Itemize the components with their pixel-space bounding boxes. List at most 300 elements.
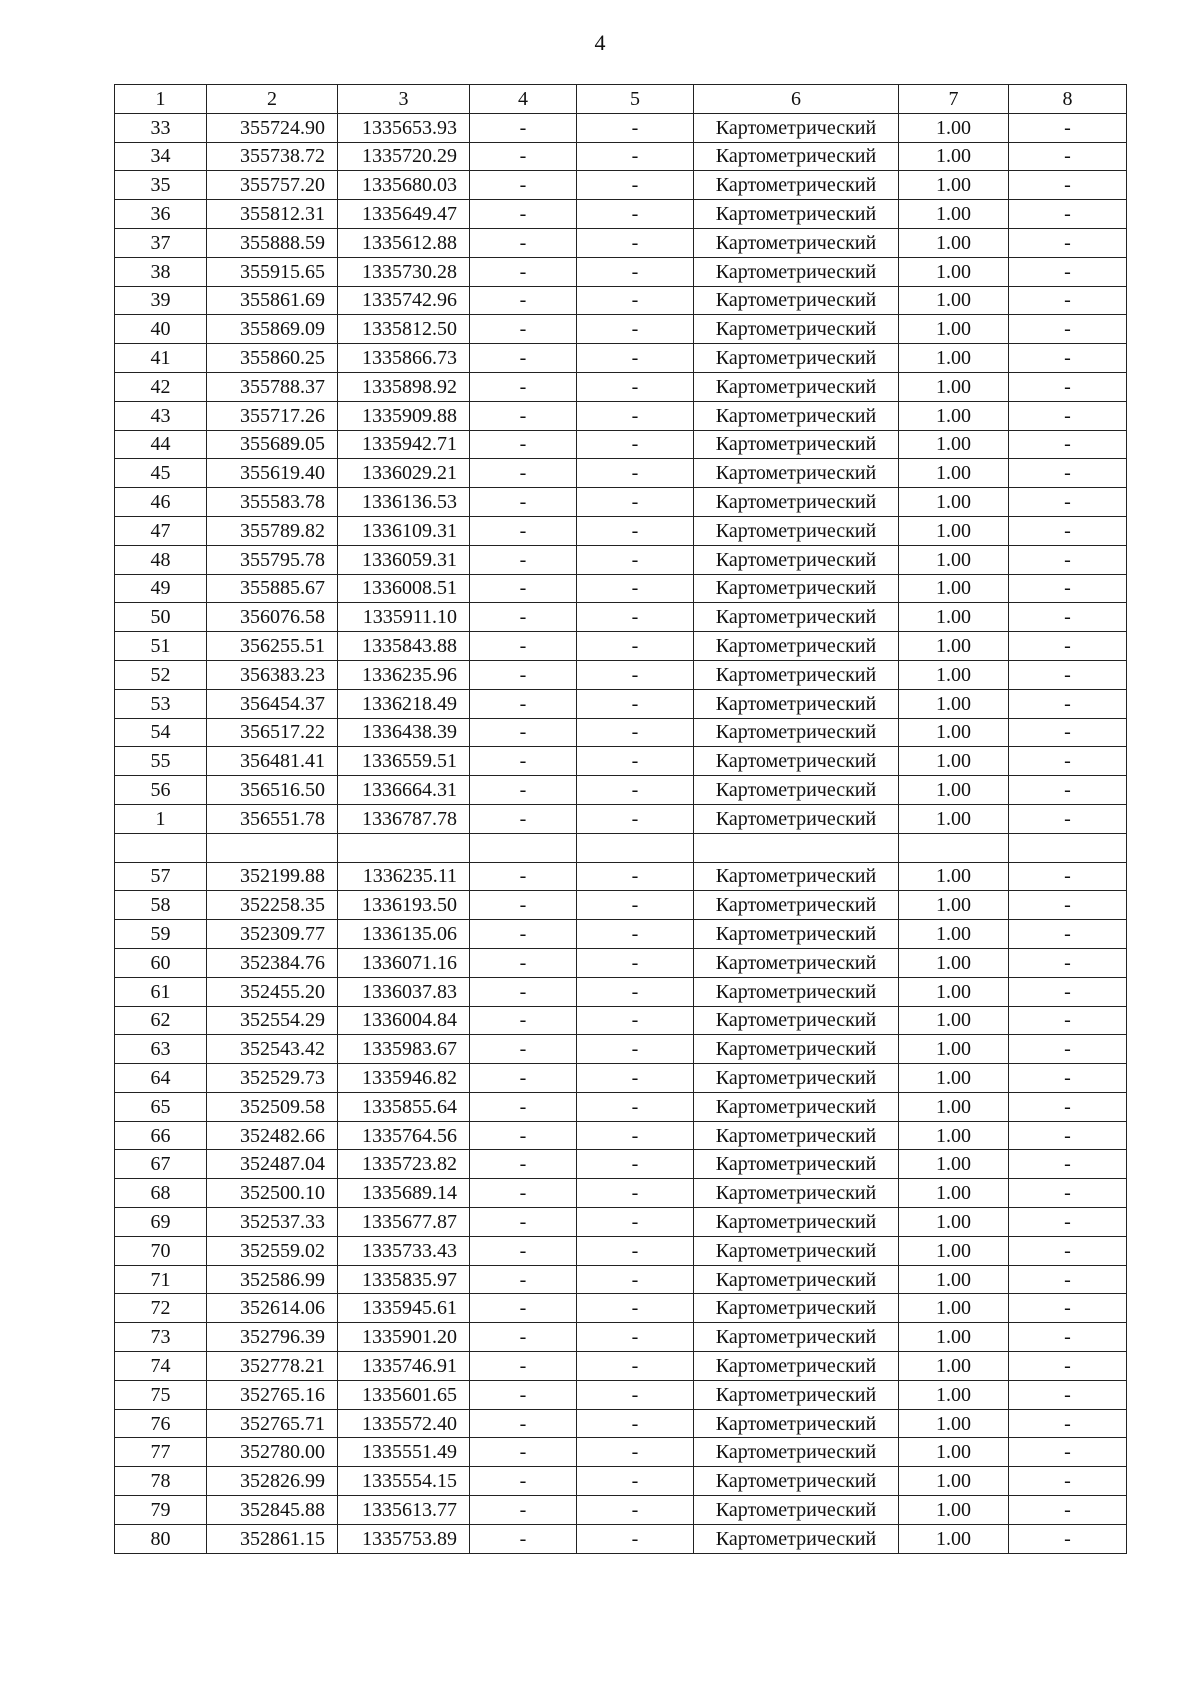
column8-cell: - (1009, 516, 1127, 545)
point-number-cell: 37 (115, 228, 207, 257)
x-coordinate-cell: 355689.05 (207, 430, 338, 459)
column5-cell: - (577, 430, 694, 459)
column5-cell: - (577, 574, 694, 603)
accuracy-cell: 1.00 (899, 488, 1009, 517)
point-number-cell: 47 (115, 516, 207, 545)
method-cell: Картометрический (694, 1121, 899, 1150)
method-cell: Картометрический (694, 344, 899, 373)
column4-cell: - (470, 315, 577, 344)
table-row (115, 920, 1127, 949)
x-coordinate-cell: 352796.39 (207, 1323, 338, 1352)
table-row (115, 1294, 1127, 1323)
point-number-cell: 34 (115, 142, 207, 171)
x-coordinate-cell: 352258.35 (207, 891, 338, 920)
y-coordinate-cell: 1336004.84 (338, 1006, 470, 1035)
column8-cell: - (1009, 1352, 1127, 1381)
point-number-cell: 44 (115, 430, 207, 459)
column8-cell: - (1009, 632, 1127, 661)
x-coordinate-cell: 352559.02 (207, 1236, 338, 1265)
accuracy-cell: 1.00 (899, 747, 1009, 776)
column4-cell: - (470, 804, 577, 833)
x-coordinate-cell: 355915.65 (207, 257, 338, 286)
column4-cell: - (470, 1121, 577, 1150)
column8-cell: - (1009, 689, 1127, 718)
point-number-cell: 50 (115, 603, 207, 632)
column8-cell: - (1009, 372, 1127, 401)
method-cell: Картометрический (694, 257, 899, 286)
column4-cell: - (470, 113, 577, 142)
point-number-cell: 42 (115, 372, 207, 401)
y-coordinate-cell: 1335680.03 (338, 171, 470, 200)
y-coordinate-cell: 1336136.53 (338, 488, 470, 517)
column8-cell: - (1009, 459, 1127, 488)
column5-cell: - (577, 1352, 694, 1381)
method-cell: Картометрический (694, 1496, 899, 1525)
x-coordinate-cell: 352482.66 (207, 1121, 338, 1150)
point-number-cell: 65 (115, 1092, 207, 1121)
x-coordinate-cell: 352861.15 (207, 1524, 338, 1553)
accuracy-cell: 1.00 (899, 430, 1009, 459)
column8-cell: - (1009, 718, 1127, 747)
column8-cell: - (1009, 1035, 1127, 1064)
column5-cell: - (577, 1294, 694, 1323)
point-number-cell: 79 (115, 1496, 207, 1525)
point-number-cell: 80 (115, 1524, 207, 1553)
point-number-cell: 63 (115, 1035, 207, 1064)
accuracy-cell: 1.00 (899, 1121, 1009, 1150)
method-cell: Картометрический (694, 1352, 899, 1381)
table-row (115, 1064, 1127, 1093)
accuracy-cell: 1.00 (899, 1265, 1009, 1294)
y-coordinate-cell: 1335901.20 (338, 1323, 470, 1352)
table-row (115, 401, 1127, 430)
point-number-cell: 45 (115, 459, 207, 488)
x-coordinate-cell: 356076.58 (207, 603, 338, 632)
column8-cell: - (1009, 747, 1127, 776)
x-coordinate-cell: 356255.51 (207, 632, 338, 661)
column5-cell: - (577, 1092, 694, 1121)
accuracy-cell: 1.00 (899, 632, 1009, 661)
column-header: 3 (338, 85, 470, 114)
table-row (115, 1236, 1127, 1265)
accuracy-cell: 1.00 (899, 142, 1009, 171)
method-cell: Картометрический (694, 1035, 899, 1064)
y-coordinate-cell: 1335613.77 (338, 1496, 470, 1525)
column4-cell: - (470, 660, 577, 689)
y-coordinate-cell: 1335733.43 (338, 1236, 470, 1265)
column8-cell: - (1009, 257, 1127, 286)
column8-cell: - (1009, 1524, 1127, 1553)
accuracy-cell: 1.00 (899, 718, 1009, 747)
x-coordinate-cell: 356516.50 (207, 776, 338, 805)
table-row (115, 1467, 1127, 1496)
x-coordinate-cell: 352384.76 (207, 948, 338, 977)
point-number-cell: 55 (115, 747, 207, 776)
x-coordinate-cell: 352780.00 (207, 1438, 338, 1467)
y-coordinate-cell: 1336559.51 (338, 747, 470, 776)
column8-cell: - (1009, 862, 1127, 891)
column4-cell: - (470, 1064, 577, 1093)
y-coordinate-cell: 1335843.88 (338, 632, 470, 661)
y-coordinate-cell: 1335601.65 (338, 1380, 470, 1409)
table-row (115, 747, 1127, 776)
column4-cell: - (470, 142, 577, 171)
column5-cell: - (577, 1064, 694, 1093)
x-coordinate-cell: 355812.31 (207, 200, 338, 229)
x-coordinate-cell: 352586.99 (207, 1265, 338, 1294)
table-row (115, 1006, 1127, 1035)
method-cell: Картометрический (694, 891, 899, 920)
column4-cell: - (470, 1179, 577, 1208)
column4-cell: - (470, 372, 577, 401)
column8-cell: - (1009, 315, 1127, 344)
table-row (115, 1496, 1127, 1525)
column8-cell: - (1009, 286, 1127, 315)
x-coordinate-cell: 355869.09 (207, 315, 338, 344)
column4-cell: - (470, 1496, 577, 1525)
x-coordinate-cell: 352554.29 (207, 1006, 338, 1035)
method-cell: Картометрический (694, 1409, 899, 1438)
table-row (115, 891, 1127, 920)
column4-cell: - (470, 747, 577, 776)
x-coordinate-cell: 352826.99 (207, 1467, 338, 1496)
accuracy-cell: 1.00 (899, 401, 1009, 430)
accuracy-cell: 1.00 (899, 286, 1009, 315)
y-coordinate-cell: 1336235.11 (338, 862, 470, 891)
accuracy-cell: 1.00 (899, 1150, 1009, 1179)
accuracy-cell: 1.00 (899, 516, 1009, 545)
accuracy-cell: 1.00 (899, 171, 1009, 200)
column5-cell: - (577, 603, 694, 632)
table-row (115, 660, 1127, 689)
point-number-cell: 62 (115, 1006, 207, 1035)
point-number-cell: 33 (115, 113, 207, 142)
table-row (115, 1092, 1127, 1121)
table-row (115, 718, 1127, 747)
table-row (115, 200, 1127, 229)
column4-cell: - (470, 200, 577, 229)
accuracy-cell: 1.00 (899, 660, 1009, 689)
method-cell: Картометрический (694, 977, 899, 1006)
method-cell: Картометрический (694, 804, 899, 833)
column5-cell: - (577, 632, 694, 661)
column8-cell: - (1009, 1265, 1127, 1294)
point-number-cell: 56 (115, 776, 207, 805)
column8-cell: - (1009, 430, 1127, 459)
column8-cell: - (1009, 1438, 1127, 1467)
column5-cell: - (577, 200, 694, 229)
column5-cell: - (577, 1323, 694, 1352)
column4-cell: - (470, 516, 577, 545)
table-body (115, 113, 1127, 1553)
y-coordinate-cell: 1335855.64 (338, 1092, 470, 1121)
method-cell: Картометрический (694, 603, 899, 632)
method-cell: Картометрический (694, 660, 899, 689)
column4-cell: - (470, 1150, 577, 1179)
column8-cell: - (1009, 1150, 1127, 1179)
method-cell: Картометрический (694, 113, 899, 142)
accuracy-cell: 1.00 (899, 1467, 1009, 1496)
column5-cell: - (577, 344, 694, 373)
method-cell: Картометрический (694, 1064, 899, 1093)
column4-cell: - (470, 1409, 577, 1438)
accuracy-cell: 1.00 (899, 776, 1009, 805)
column4-cell: - (470, 977, 577, 1006)
x-coordinate-cell: 352543.42 (207, 1035, 338, 1064)
column4-cell: - (470, 459, 577, 488)
table-header-row (115, 85, 1127, 114)
accuracy-cell: 1.00 (899, 1208, 1009, 1237)
method-cell: Картометрический (694, 1438, 899, 1467)
y-coordinate-cell: 1336008.51 (338, 574, 470, 603)
y-coordinate-cell: 1335942.71 (338, 430, 470, 459)
column5-cell: - (577, 977, 694, 1006)
method-cell: Картометрический (694, 228, 899, 257)
method-cell: Картометрический (694, 1092, 899, 1121)
column8-cell: - (1009, 1294, 1127, 1323)
column4-cell: - (470, 1323, 577, 1352)
column8-cell: - (1009, 1409, 1127, 1438)
accuracy-cell: 1.00 (899, 257, 1009, 286)
accuracy-cell: 1.00 (899, 1496, 1009, 1525)
column8-cell: - (1009, 977, 1127, 1006)
accuracy-cell: 1.00 (899, 1064, 1009, 1093)
accuracy-cell: 1.00 (899, 574, 1009, 603)
column8-cell: - (1009, 920, 1127, 949)
method-cell: Картометрический (694, 1380, 899, 1409)
table-row (115, 603, 1127, 632)
x-coordinate-cell (207, 833, 338, 862)
column8-cell: - (1009, 1121, 1127, 1150)
x-coordinate-cell: 356551.78 (207, 804, 338, 833)
column5-cell: - (577, 804, 694, 833)
y-coordinate-cell: 1335723.82 (338, 1150, 470, 1179)
method-cell: Картометрический (694, 142, 899, 171)
y-coordinate-cell: 1335653.93 (338, 113, 470, 142)
y-coordinate-cell: 1335835.97 (338, 1265, 470, 1294)
accuracy-cell: 1.00 (899, 862, 1009, 891)
accuracy-cell: 1.00 (899, 1409, 1009, 1438)
x-coordinate-cell: 355717.26 (207, 401, 338, 430)
accuracy-cell: 1.00 (899, 113, 1009, 142)
column4-cell: - (470, 430, 577, 459)
point-number-cell: 54 (115, 718, 207, 747)
column4-cell: - (470, 689, 577, 718)
column4-cell: - (470, 1380, 577, 1409)
method-cell: Картометрический (694, 1150, 899, 1179)
y-coordinate-cell: 1335909.88 (338, 401, 470, 430)
x-coordinate-cell: 352309.77 (207, 920, 338, 949)
x-coordinate-cell: 355724.90 (207, 113, 338, 142)
column8-cell: - (1009, 1236, 1127, 1265)
page-number: 4 (594, 30, 606, 55)
table-row (115, 977, 1127, 1006)
method-cell: Картометрический (694, 488, 899, 517)
point-number-cell: 1 (115, 804, 207, 833)
y-coordinate-cell: 1336235.96 (338, 660, 470, 689)
column-header: 7 (899, 85, 1009, 114)
column4-cell: - (470, 632, 577, 661)
table-row (115, 689, 1127, 718)
column5-cell: - (577, 286, 694, 315)
y-coordinate-cell: 1335677.87 (338, 1208, 470, 1237)
accuracy-cell: 1.00 (899, 948, 1009, 977)
column8-cell: - (1009, 142, 1127, 171)
column4-cell: - (470, 1006, 577, 1035)
accuracy-cell: 1.00 (899, 1092, 1009, 1121)
column5-cell: - (577, 1380, 694, 1409)
table-row (115, 257, 1127, 286)
y-coordinate-cell: 1335945.61 (338, 1294, 470, 1323)
y-coordinate-cell: 1336438.39 (338, 718, 470, 747)
column5-cell: - (577, 1035, 694, 1064)
table-row (115, 1265, 1127, 1294)
x-coordinate-cell: 355861.69 (207, 286, 338, 315)
column5-cell: - (577, 862, 694, 891)
column5-cell: - (577, 1150, 694, 1179)
method-cell: Картометрический (694, 430, 899, 459)
column8-cell (1009, 833, 1127, 862)
accuracy-cell: 1.00 (899, 1380, 1009, 1409)
method-cell: Картометрический (694, 401, 899, 430)
x-coordinate-cell: 352614.06 (207, 1294, 338, 1323)
table-row (115, 1352, 1127, 1381)
column8-cell: - (1009, 488, 1127, 517)
table-row (115, 1121, 1127, 1150)
accuracy-cell (899, 833, 1009, 862)
point-number-cell: 59 (115, 920, 207, 949)
x-coordinate-cell: 352455.20 (207, 977, 338, 1006)
method-cell: Картометрический (694, 1323, 899, 1352)
method-cell: Картометрический (694, 1294, 899, 1323)
table-row (115, 574, 1127, 603)
method-cell: Картометрический (694, 920, 899, 949)
column5-cell: - (577, 689, 694, 718)
accuracy-cell: 1.00 (899, 1006, 1009, 1035)
column4-cell: - (470, 1294, 577, 1323)
accuracy-cell: 1.00 (899, 1352, 1009, 1381)
column4-cell: - (470, 1467, 577, 1496)
column5-cell: - (577, 1236, 694, 1265)
method-cell: Картометрический (694, 1006, 899, 1035)
y-coordinate-cell: 1335812.50 (338, 315, 470, 344)
column5-cell: - (577, 747, 694, 776)
accuracy-cell: 1.00 (899, 1236, 1009, 1265)
y-coordinate-cell: 1336218.49 (338, 689, 470, 718)
table-row (115, 286, 1127, 315)
column5-cell: - (577, 113, 694, 142)
table-row (115, 1409, 1127, 1438)
table-row (115, 142, 1127, 171)
method-cell: Картометрический (694, 1524, 899, 1553)
accuracy-cell: 1.00 (899, 603, 1009, 632)
accuracy-cell: 1.00 (899, 459, 1009, 488)
column-header: 6 (694, 85, 899, 114)
table-row (115, 344, 1127, 373)
column8-cell: - (1009, 1323, 1127, 1352)
x-coordinate-cell: 355789.82 (207, 516, 338, 545)
method-cell: Картометрический (694, 1208, 899, 1237)
method-cell: Картометрический (694, 1265, 899, 1294)
column5-cell: - (577, 1265, 694, 1294)
x-coordinate-cell: 355888.59 (207, 228, 338, 257)
column5-cell: - (577, 545, 694, 574)
y-coordinate-cell: 1336037.83 (338, 977, 470, 1006)
x-coordinate-cell: 355860.25 (207, 344, 338, 373)
method-cell: Картометрический (694, 545, 899, 574)
column8-cell: - (1009, 948, 1127, 977)
y-coordinate-cell (338, 833, 470, 862)
point-number-cell: 48 (115, 545, 207, 574)
method-cell: Картометрический (694, 776, 899, 805)
point-number-cell: 57 (115, 862, 207, 891)
column5-cell (577, 833, 694, 862)
column4-cell: - (470, 257, 577, 286)
x-coordinate-cell: 355583.78 (207, 488, 338, 517)
column5-cell: - (577, 459, 694, 488)
column4-cell: - (470, 1352, 577, 1381)
method-cell: Картометрический (694, 1179, 899, 1208)
column5-cell: - (577, 1496, 694, 1525)
x-coordinate-cell: 352199.88 (207, 862, 338, 891)
column5-cell: - (577, 257, 694, 286)
method-cell: Картометрический (694, 689, 899, 718)
point-number-cell: 51 (115, 632, 207, 661)
y-coordinate-cell: 1335911.10 (338, 603, 470, 632)
point-number-cell: 75 (115, 1380, 207, 1409)
table-row (115, 1380, 1127, 1409)
column5-cell: - (577, 1524, 694, 1553)
point-number-cell: 41 (115, 344, 207, 373)
y-coordinate-cell: 1336109.31 (338, 516, 470, 545)
column8-cell: - (1009, 574, 1127, 603)
x-coordinate-cell: 352765.16 (207, 1380, 338, 1409)
column-header: 4 (470, 85, 577, 114)
y-coordinate-cell: 1336664.31 (338, 776, 470, 805)
x-coordinate-cell: 356517.22 (207, 718, 338, 747)
point-number-cell: 39 (115, 286, 207, 315)
accuracy-cell: 1.00 (899, 545, 1009, 574)
y-coordinate-cell: 1336135.06 (338, 920, 470, 949)
column8-cell: - (1009, 1006, 1127, 1035)
table-row (115, 113, 1127, 142)
column5-cell: - (577, 516, 694, 545)
column5-cell: - (577, 1121, 694, 1150)
table-row (115, 948, 1127, 977)
y-coordinate-cell: 1335730.28 (338, 257, 470, 286)
y-coordinate-cell: 1336059.31 (338, 545, 470, 574)
column8-cell: - (1009, 1496, 1127, 1525)
column4-cell: - (470, 1265, 577, 1294)
column8-cell: - (1009, 1092, 1127, 1121)
table-row (115, 776, 1127, 805)
column8-cell: - (1009, 776, 1127, 805)
column5-cell: - (577, 1179, 694, 1208)
x-coordinate-cell: 352509.58 (207, 1092, 338, 1121)
point-number-cell: 53 (115, 689, 207, 718)
column4-cell: - (470, 920, 577, 949)
column5-cell: - (577, 1006, 694, 1035)
column8-cell: - (1009, 603, 1127, 632)
y-coordinate-cell: 1336029.21 (338, 459, 470, 488)
point-number-cell: 58 (115, 891, 207, 920)
x-coordinate-cell: 355885.67 (207, 574, 338, 603)
accuracy-cell: 1.00 (899, 1179, 1009, 1208)
point-number-cell: 66 (115, 1121, 207, 1150)
coordinates-table (114, 84, 1127, 1554)
y-coordinate-cell: 1336787.78 (338, 804, 470, 833)
column5-cell: - (577, 228, 694, 257)
